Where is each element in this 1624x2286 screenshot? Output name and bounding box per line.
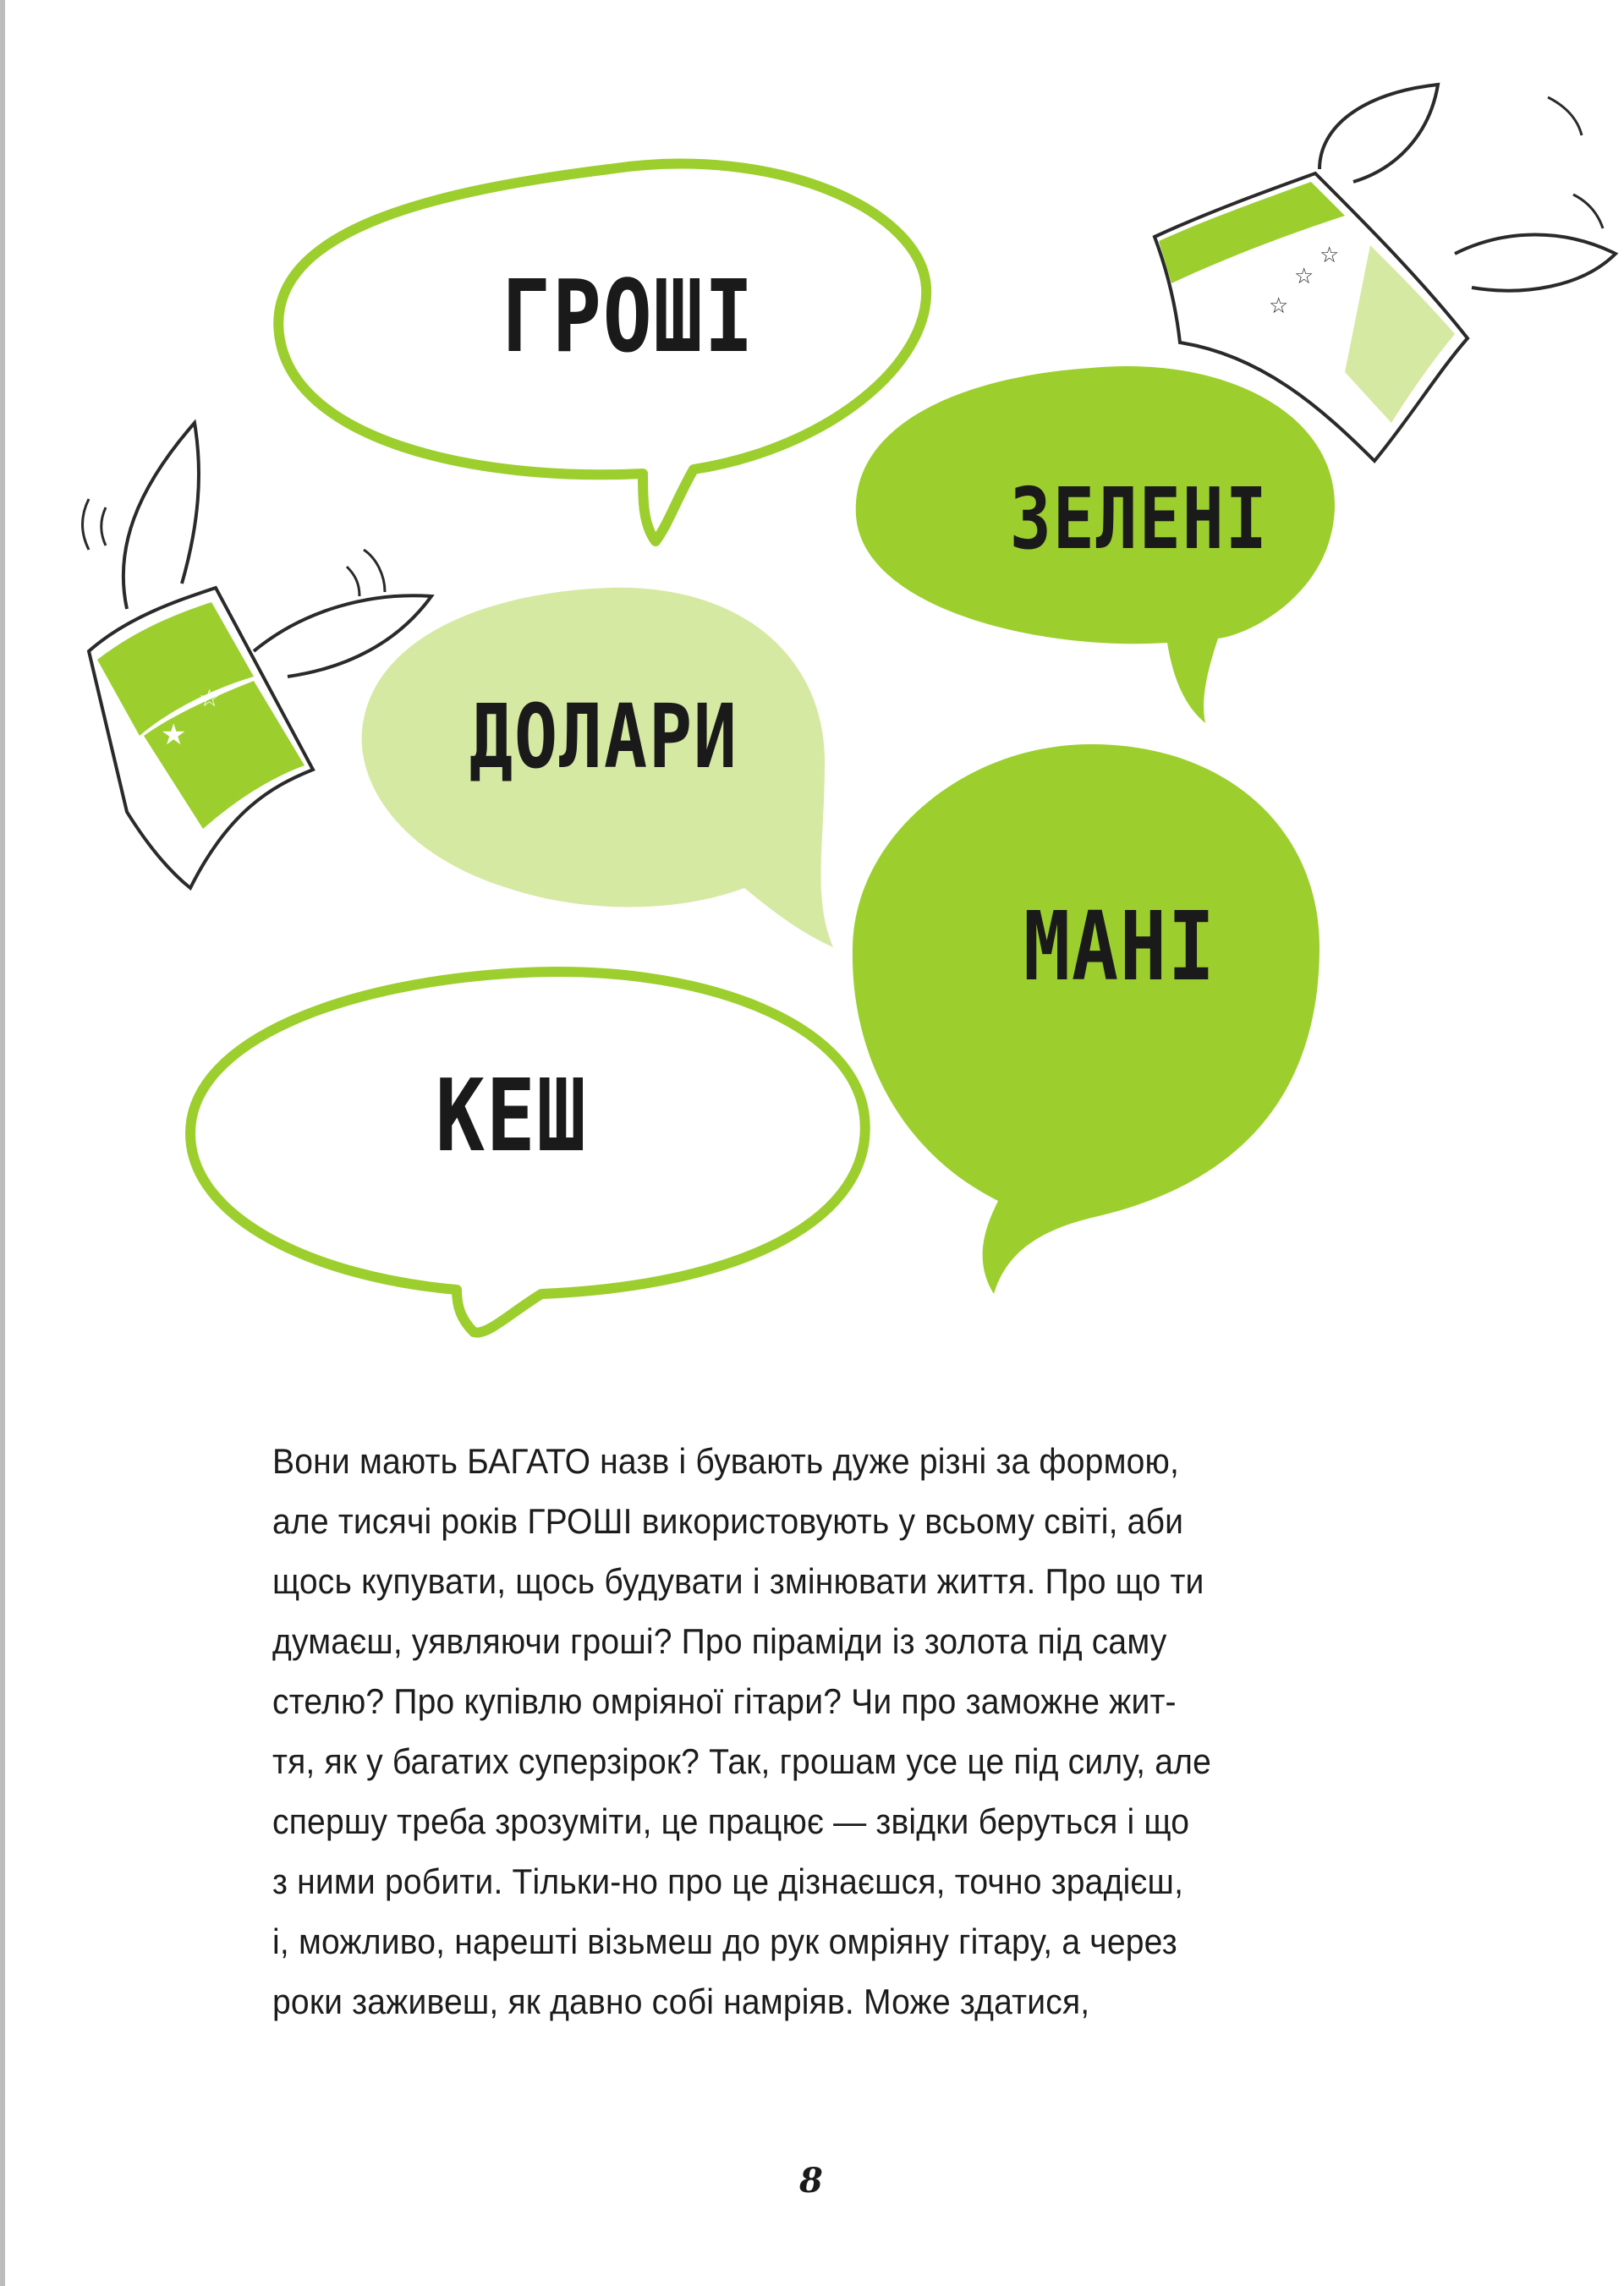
bubble-word-kesh: КЕШ — [435, 1057, 588, 1174]
body-line: роки заживеш, як давно собі намріяв. Може здатися, — [272, 1982, 1090, 2021]
speech-bubble-mani — [853, 744, 1320, 1294]
bubble-word-mani: МАНІ — [1023, 892, 1216, 1002]
page-number: 8 — [799, 2161, 823, 2201]
body-line: стелю? Про купівлю омріяної гітари? Чи про заможне жит- — [272, 1681, 1177, 1721]
body-line: з ними робити. Тільки-но про це дізнаєшся, точно зрадієш, — [272, 1861, 1184, 1901]
svg-text:☆: ☆ — [1269, 293, 1289, 319]
body-line: і, можливо, нарешті візьмеш до рук омріяну гітару, а через — [272, 1921, 1177, 1961]
svg-text:☆: ☆ — [1294, 264, 1314, 289]
bubble-word-zeleni: ЗЕЛЕНІ — [1009, 469, 1269, 568]
svg-text:☆: ☆ — [1320, 243, 1340, 268]
body-line: Вони мають БАГАТО назв і бувають дуже різні за формою, — [272, 1441, 1180, 1481]
svg-text:★: ★ — [161, 718, 187, 752]
body-line: спершу треба зрозуміти, це працює — звідки беруться і що — [272, 1801, 1190, 1841]
body-line: щось купувати, щось будувати і змінювати життя. Про що ти — [272, 1561, 1204, 1601]
winged-banknote-icon — [83, 423, 432, 888]
body-line: тя, як у багатих суперзірок? Так, грошам усе це під силу, але — [272, 1741, 1211, 1781]
bubble-word-dolary: ДОЛАРИ — [469, 685, 738, 788]
svg-text:☆: ☆ — [199, 684, 221, 712]
body-line: але тисячі років ГРОШІ використовують у всьому світі, аби — [272, 1501, 1184, 1541]
body-paragraph — [272, 1431, 1397, 2031]
body-line: думаєш, уявляючи гроші? Про піраміди із золота під саму — [272, 1621, 1167, 1661]
bubble-word-groshi: ГРОШІ — [501, 258, 755, 375]
